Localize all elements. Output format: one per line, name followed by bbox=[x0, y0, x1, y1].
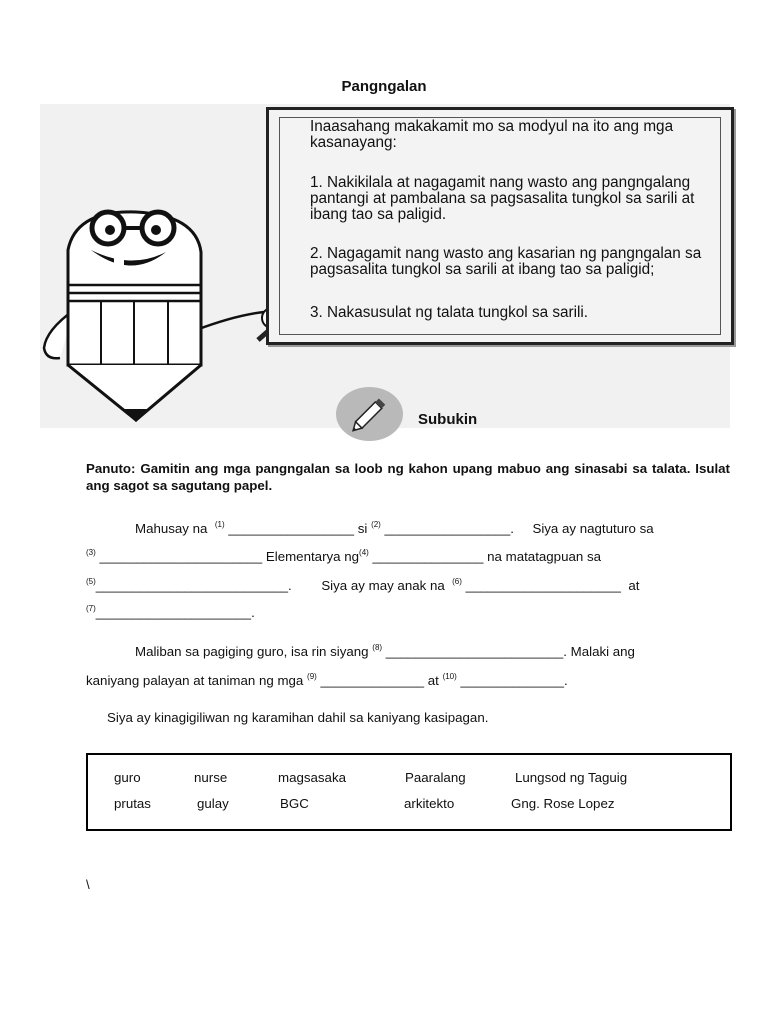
blank-9[interactable]: ______________ bbox=[320, 673, 425, 688]
paragraph-line-5: Maliban sa pagiging guro, isa rin siyang $^{(8)}$ ________________________. Malaki ang bbox=[135, 643, 635, 659]
stray-mark: \ bbox=[86, 877, 90, 892]
word-item: arkitekto bbox=[404, 796, 455, 811]
blank-7[interactable]: _____________________. bbox=[95, 605, 255, 620]
instructions: Panuto: Gamitin ang mga pangngalan sa loob ng kahon upang mabuo ang sinasabi sa talata. Isulat ang sagot sa sagutang papel. bbox=[86, 461, 730, 493]
paragraph-line-7: Siya ay kinagigiliwan ng karamihan dahil sa kaniyang kasipagan. bbox=[107, 710, 489, 725]
blank-5[interactable]: __________________________. bbox=[95, 578, 292, 593]
blank-3[interactable]: ______________________ bbox=[99, 549, 263, 564]
blank-1[interactable]: _________________ bbox=[228, 521, 355, 536]
word-item: BGC bbox=[280, 796, 309, 811]
blank-6[interactable]: _____________________ bbox=[465, 578, 621, 593]
word-item: gulay bbox=[197, 796, 229, 811]
paragraph-line-1: Mahusay na $^{(1)}$ _________________ si $^{(2)}$ _________________. Siya ay nagtuturo sa bbox=[135, 520, 654, 536]
objective-1: 1. Nakikilala at nagagamit nang wasto ang pangngalang pantangi at pambalana sa pagsasalita tungkol sa sarili at ibang tao sa paligid. bbox=[310, 174, 695, 223]
paragraph-line-6: kaniyang palayan at taniman ng mga $^{(9)}$ ______________ at $^{(10)}$ ______________. bbox=[86, 672, 568, 688]
word-item: magsasaka bbox=[278, 770, 346, 785]
blank-2[interactable]: _________________. bbox=[384, 521, 514, 536]
word-item: guro bbox=[114, 770, 141, 785]
objective-3: 3. Nakasusulat ng talata tungkol sa sarili. bbox=[310, 304, 589, 321]
page-title: Pangngalan bbox=[341, 78, 427, 95]
section-heading: Subukin bbox=[418, 411, 478, 428]
word-item: Paaralang bbox=[405, 770, 466, 785]
objective-2: 2. Nagagamit nang wasto ang kasarian ng pangngalan sa pagsasalita tungkol sa sarili at ibang tao sa paligid; bbox=[310, 245, 702, 278]
blank-8[interactable]: ________________________ bbox=[385, 644, 564, 659]
word-item: Gng. Rose Lopez bbox=[511, 796, 615, 811]
section-icon-badge bbox=[336, 387, 403, 441]
pencil-icon bbox=[336, 387, 403, 441]
word-item: nurse bbox=[194, 770, 228, 785]
blank-10[interactable]: ______________. bbox=[460, 673, 568, 688]
pencil-teacher-illustration bbox=[36, 190, 286, 430]
objectives-intro: Inaasahang makakamit mo sa modyul na ito ang mga kasanayang: bbox=[310, 118, 674, 151]
paragraph-line-4: $^{(7)}$_____________________. bbox=[86, 604, 255, 620]
paragraph-line-2: $^{(3)}$ ______________________ Elementarya $ng^{(4)}$ _______________ na matatagpuan sa bbox=[86, 548, 602, 564]
blank-4[interactable]: _______________ bbox=[372, 549, 484, 564]
paragraph-line-3: $^{(5)}$__________________________. Siya ay may anak na $^{(6)}$ _____________________ at bbox=[86, 577, 640, 593]
word-item: prutas bbox=[114, 796, 151, 811]
word-item: Lungsod ng Taguig bbox=[515, 770, 628, 785]
word-box bbox=[86, 753, 732, 831]
